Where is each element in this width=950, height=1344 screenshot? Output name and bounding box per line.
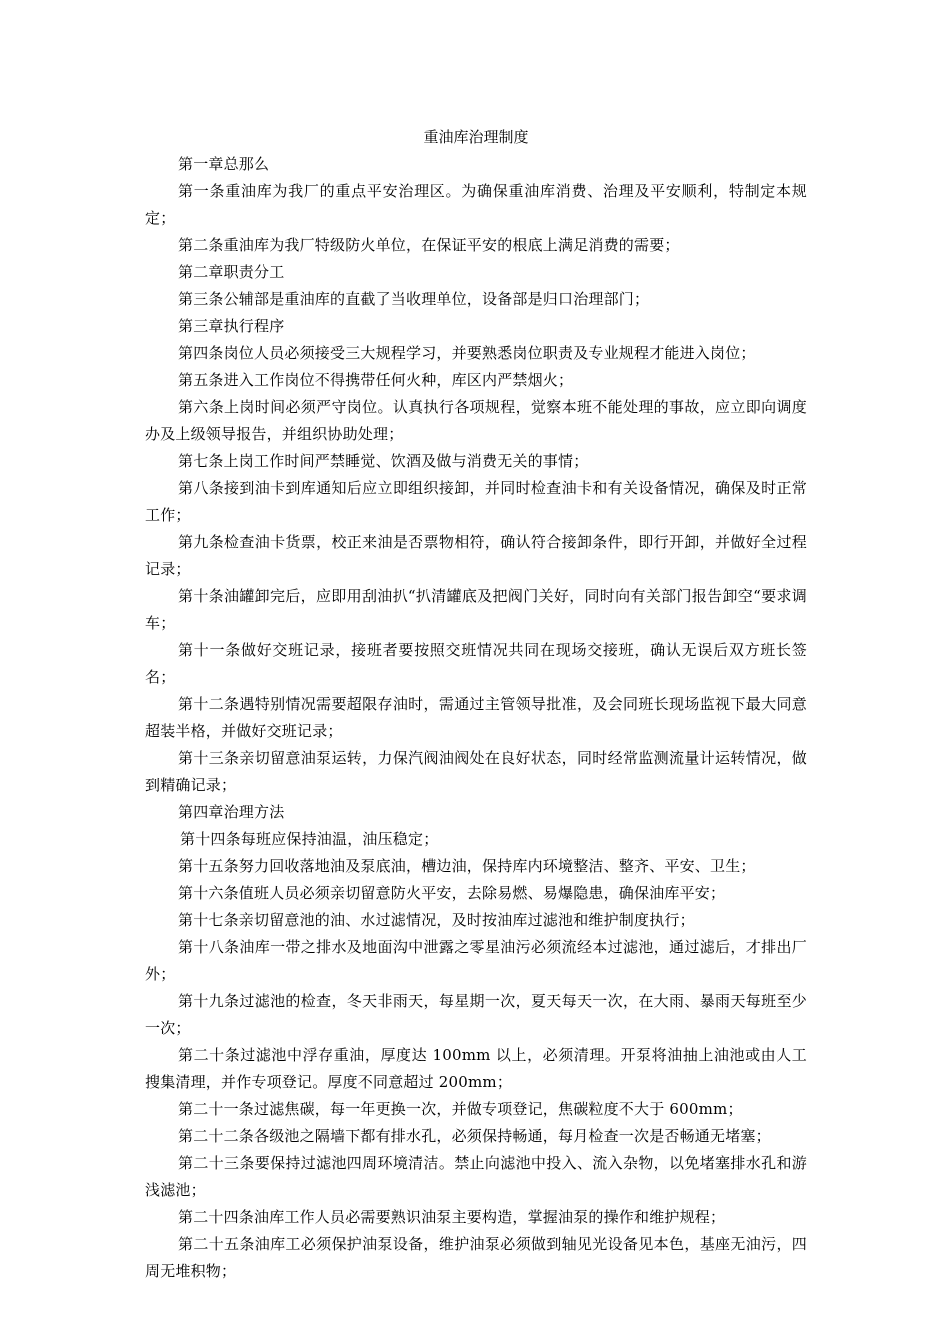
article-25: 第二十五条油库工必须保护油泵设备，维护油泵必须做到轴见光设备见本色，基座无油污，四周无堆积物； <box>145 1235 807 1280</box>
article-8: 第八条接到油卡到库通知后应立即组织接卸，并同时检查油卡和有关设备情况，确保及时正常工作； <box>145 479 807 524</box>
article-7: 第七条上岗工作时间严禁睡觉、饮酒及做与消费无关的事情； <box>178 452 589 470</box>
article-2: 第二条重油库为我厂特级防火单位，在保证平安的根底上满足消费的需要； <box>178 236 680 254</box>
article-24: 第二十四条油库工作人员必需要熟识油泵主要构造，掌握油泵的操作和维护规程； <box>178 1208 726 1226</box>
article-11: 第十一条做好交班记录，接班者要按照交班情况共同在现场交接班，确认无误后双方班长签名； <box>145 641 807 686</box>
article-20: 第二十条过滤池中浮存重油，厚度达 100mm 以上，必须清理。开泵将油抽上油池或由人工搜集清理，并作专项登记。厚度不同意超过 200mm； <box>145 1046 807 1091</box>
article-22: 第二十二条各级池之隔墙下都有排水孔，必须保持畅通，每月检查一次是否畅通无堵塞； <box>178 1127 771 1145</box>
article-12: 第十二条遇特别情况需要超限存油时，需通过主管领导批准，及会同班长现场监视下最大同意超装半格，并做好交班记录； <box>145 695 807 740</box>
article-19: 第十九条过滤池的检查，冬天非雨天，每星期一次，夏天每天一次，在大雨、暴雨天每班至少一次； <box>145 992 807 1037</box>
article-10: 第十条油罐卸完后，应即用刮油扒“扒清罐底及把阀门关好，同时向有关部门报告卸空“要求调车； <box>145 587 807 632</box>
article-17: 第十七条亲切留意池的油、水过滤情况，及时按油库过滤池和维护制度执行； <box>178 911 695 929</box>
article-4: 第四条岗位人员必须接受三大规程学习，并要熟悉岗位职责及专业规程才能进入岗位； <box>178 344 756 362</box>
article-3: 第三条公辅部是重油库的直截了当收理单位，设备部是归口治理部门； <box>178 290 650 308</box>
chapter-4-heading: 第四章治理方法 <box>178 803 285 821</box>
chapter-1-heading: 第一章总那么 <box>178 155 270 173</box>
article-16: 第十六条值班人员必须亲切留意防火平安，去除易燃、易爆隐患，确保油库平安； <box>178 884 726 902</box>
article-15: 第十五条努力回收落地油及泵底油，槽边油，保持库内环境整洁、整齐、平安、卫生； <box>178 857 756 875</box>
article-9: 第九条检查油卡货票，校正来油是否票物相符，确认符合接卸条件，即行开卸，并做好全过程记录； <box>145 533 807 578</box>
chapter-2-heading: 第二章职责分工 <box>178 263 285 281</box>
article-18: 第十八条油库一带之排水及地面沟中泄露之零星油污必须流经本过滤池，通过滤后，才排出厂外； <box>145 938 807 983</box>
article-6: 第六条上岗时间必须严守岗位。认真执行各项规程，觉察本班不能处理的事故，应立即向调度办及上级领导报告，并组织协助处理； <box>145 398 807 443</box>
article-21: 第二十一条过滤焦碳，每一年更换一次，并做专项登记，焦碳粒度不大于 600mm； <box>178 1100 743 1118</box>
article-5: 第五条进入工作岗位不得携带任何火种，库区内严禁烟火； <box>178 371 574 389</box>
article-14: 第十四条每班应保持油温，油压稳定； <box>180 830 439 848</box>
article-23: 第二十三条要保持过滤池四周环境清洁。禁止向滤池中投入、流入杂物，以免堵塞排水孔和游浅滤池； <box>145 1154 807 1199</box>
document-title: 重油库治理制度 <box>423 128 529 146</box>
document-page <box>145 123 807 1285</box>
chapter-3-heading: 第三章执行程序 <box>178 317 285 335</box>
article-1: 第一条重油库为我厂的重点平安治理区。为确保重油库消费、治理及平安顺利，特制定本规定； <box>145 182 807 227</box>
article-13: 第十三条亲切留意油泵运转，力保汽阀油阀处在良好状态，同时经常监测流量计运转情况，做到精确记录； <box>145 749 807 794</box>
